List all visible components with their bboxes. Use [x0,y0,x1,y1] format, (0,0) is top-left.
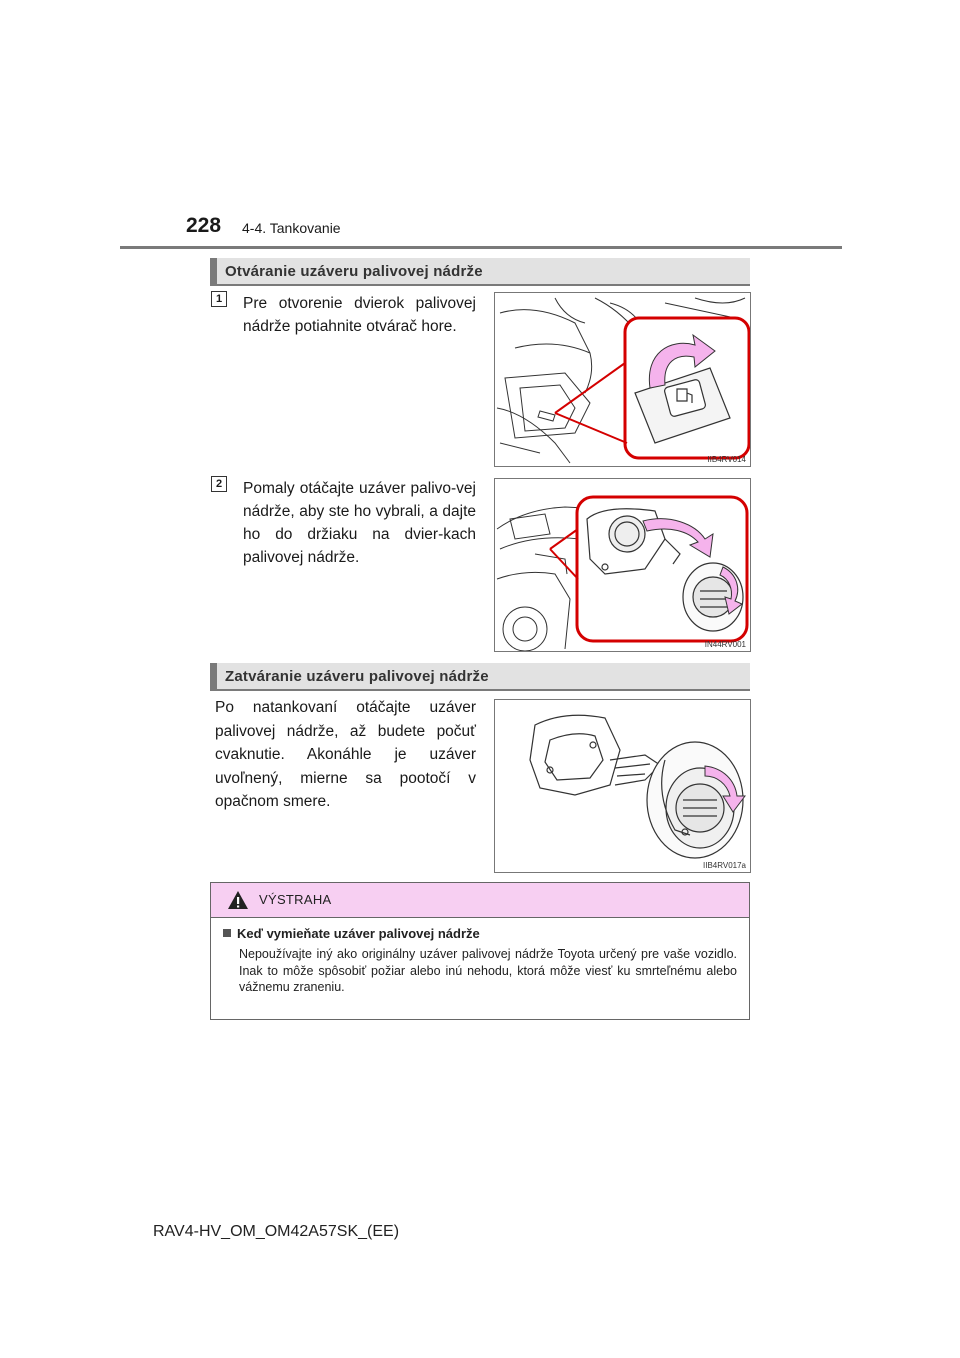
figure-code: IN44RV001 [704,640,746,649]
section-heading-opening [210,258,750,286]
warning-header [211,883,749,918]
section-label: 4-4. Tankovanie [242,220,341,236]
warning-triangle-icon [227,890,249,915]
section-accent [210,663,217,689]
section-heading-closing [210,663,750,691]
fuel-cap-removal-illustration [494,478,751,652]
figure-code: IIB4RV017a [703,861,746,870]
section-title: Otváranie uzáveru palivovej nádrže [225,263,483,280]
warning-subtitle-text: Keď vymieňate uzáver palivovej nádrže [237,926,480,941]
fuel-door-opener-illustration [494,292,751,467]
fuel-cap-closing-illustration [494,699,751,873]
warning-box [210,882,750,1020]
manual-code: RAV4-HV_OM_OM42A57SK_(EE) [153,1223,400,1240]
page-number: 228 [186,214,222,237]
step-text: Pre otvorenie dvierok palivovej nádrže potiahnite otvárač hore. [243,295,476,335]
header-rule [120,246,842,249]
step-number-badge: 1 [211,291,227,307]
warning-title: VÝSTRAHA [259,892,332,907]
section-title: Zatváranie uzáveru palivovej nádrže [225,668,489,685]
warning-body: Nepoužívajte iný ako originálny uzáver palivovej nádrže Toyota určený pre vaše vozidlo. Inak to môže spôsobiť požiar alebo inú nehodu, ktorá môže viesť ku smrteľnému alebo vážnemu zraneniu. [239,947,737,994]
figure-code: IIB4RV014 [707,455,746,464]
warning-subtitle [223,926,480,941]
step-text: Po natankovaní otáčajte uzáver palivovej nádrže, až budete počuť cvaknutie. Akonáhle je uzáver uvoľnený, mierne sa pootočí v opačnom smere. [215,699,476,810]
step-text: Pomaly otáčajte uzáver palivo-vej nádrže, aby ste ho vybrali, a dajte ho do držiaku na dvier-kach palivovej nádrže. [243,480,476,566]
section-accent [210,258,217,284]
bullet-square-icon [223,929,231,937]
step-number-badge: 2 [211,476,227,492]
